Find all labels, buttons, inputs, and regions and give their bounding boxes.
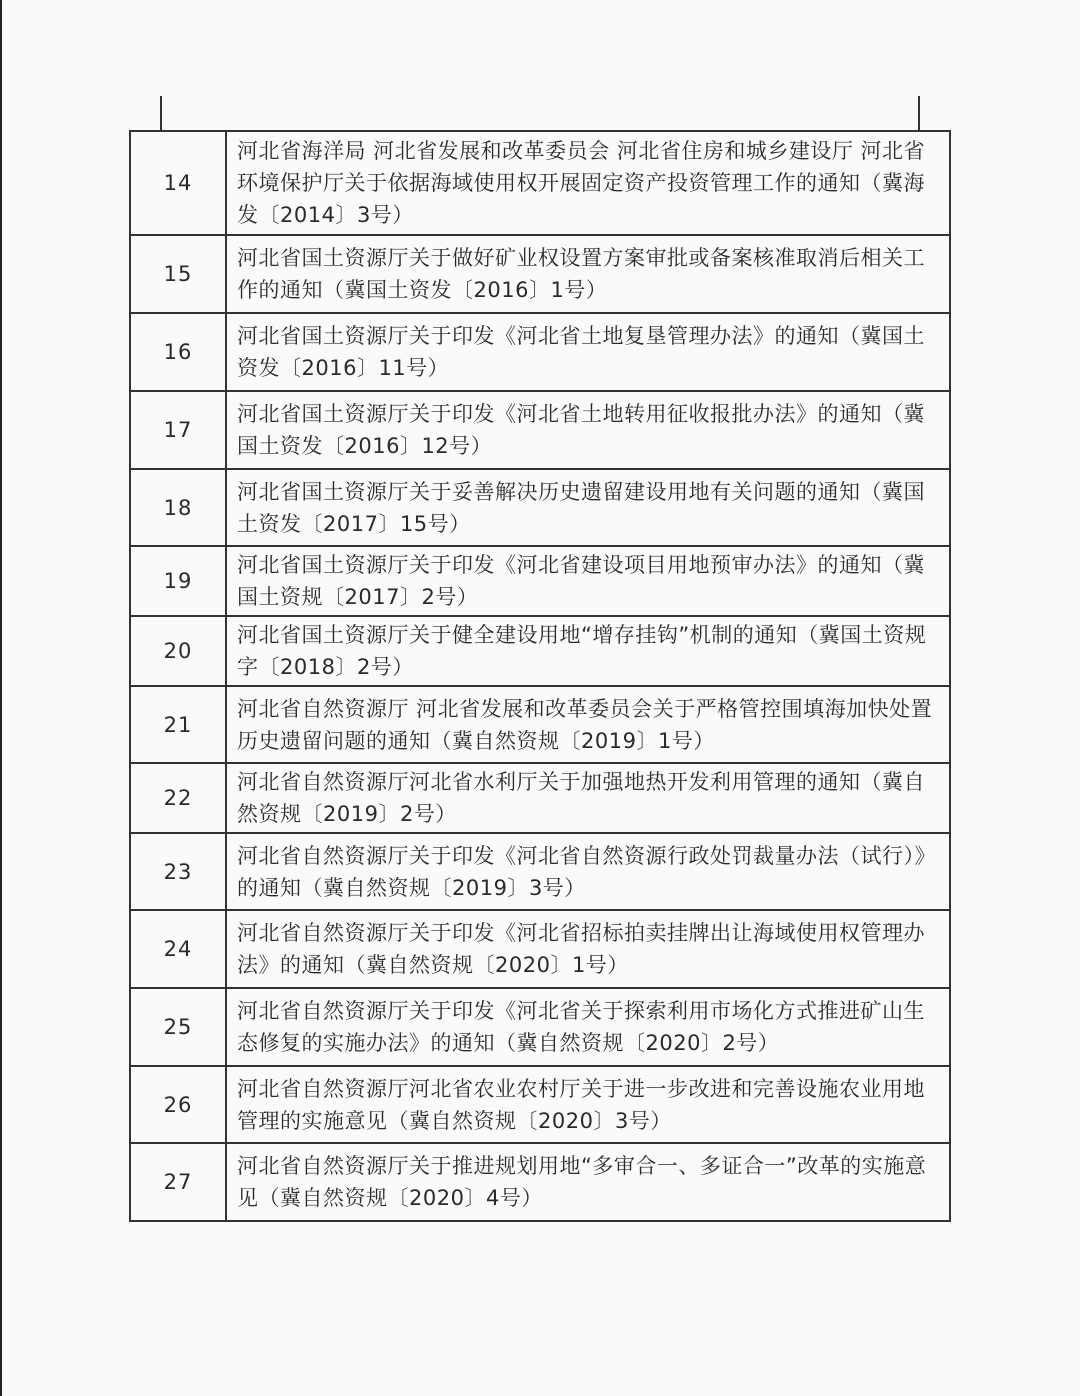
document-title: 河北省国土资源厅关于印发《河北省土地复垦管理办法》的通知（冀国土资发〔2016〕11号） [226,313,950,391]
table-row [130,910,950,988]
table-row [130,763,950,833]
table-row [130,833,950,910]
table-row [130,616,950,686]
table-row [130,131,950,235]
row-number: 25 [130,988,226,1066]
table-row [130,469,950,546]
row-number: 23 [130,833,226,910]
row-number: 27 [130,1143,226,1221]
document-title: 河北省自然资源厅河北省水利厅关于加强地热开发利用管理的通知（冀自然资规〔2019〕2号） [226,763,950,833]
table-row [130,686,950,763]
document-title: 河北省自然资源厅河北省农业农村厅关于进一步改进和完善设施农业用地管理的实施意见（冀自然资规〔2020〕3号） [226,1066,950,1143]
table-row [130,391,950,469]
crop-mark-left [160,96,162,132]
crop-mark-right [918,96,920,132]
table-row [130,1143,950,1221]
document-title: 河北省国土资源厅关于印发《河北省土地转用征收报批办法》的通知（冀国土资发〔2016〕12号） [226,391,950,469]
row-number: 18 [130,469,226,546]
document-title: 河北省自然资源厅关于推进规划用地“多审合一、多证合一”改革的实施意见（冀自然资规〔2020〕4号） [226,1143,950,1221]
document-title: 河北省海洋局 河北省发展和改革委员会 河北省住房和城乡建设厅 河北省环境保护厅关于依据海域使用权开展固定资产投资管理工作的通知（冀海发〔2014〕3号） [226,131,950,235]
table-row [130,988,950,1066]
row-number: 17 [130,391,226,469]
page-edge [0,0,2,1396]
row-number: 20 [130,616,226,686]
row-number: 24 [130,910,226,988]
table-row [130,1066,950,1143]
row-number: 19 [130,546,226,616]
row-number: 26 [130,1066,226,1143]
table-row [130,546,950,616]
row-number: 15 [130,235,226,313]
table-row [130,313,950,391]
row-number: 16 [130,313,226,391]
document-title: 河北省自然资源厅关于印发《河北省招标拍卖挂牌出让海域使用权管理办法》的通知（冀自然资规〔2020〕1号） [226,910,950,988]
document-title: 河北省国土资源厅关于做好矿业权设置方案审批或备案核准取消后相关工作的通知（冀国土资发〔2016〕1号） [226,235,950,313]
row-number: 21 [130,686,226,763]
table-row [130,235,950,313]
document-title: 河北省国土资源厅关于妥善解决历史遗留建设用地有关问题的通知（冀国土资发〔2017〕15号） [226,469,950,546]
document-title: 河北省自然资源厅 河北省发展和改革委员会关于严格管控围填海加快处置历史遗留问题的通知（冀自然资规〔2019〕1号） [226,686,950,763]
document-title: 河北省自然资源厅关于印发《河北省自然资源行政处罚裁量办法（试行）》的通知（冀自然资规〔2019〕3号） [226,833,950,910]
document-title: 河北省自然资源厅关于印发《河北省关于探索利用市场化方式推进矿山生态修复的实施办法》的通知（冀自然资规〔2020〕2号） [226,988,950,1066]
document-title: 河北省国土资源厅关于健全建设用地“增存挂钩”机制的通知（冀国土资规字〔2018〕2号） [226,616,950,686]
document-list-table [129,130,951,1222]
document-title: 河北省国土资源厅关于印发《河北省建设项目用地预审办法》的通知（冀国土资规〔2017〕2号） [226,546,950,616]
row-number: 22 [130,763,226,833]
row-number: 14 [130,131,226,235]
